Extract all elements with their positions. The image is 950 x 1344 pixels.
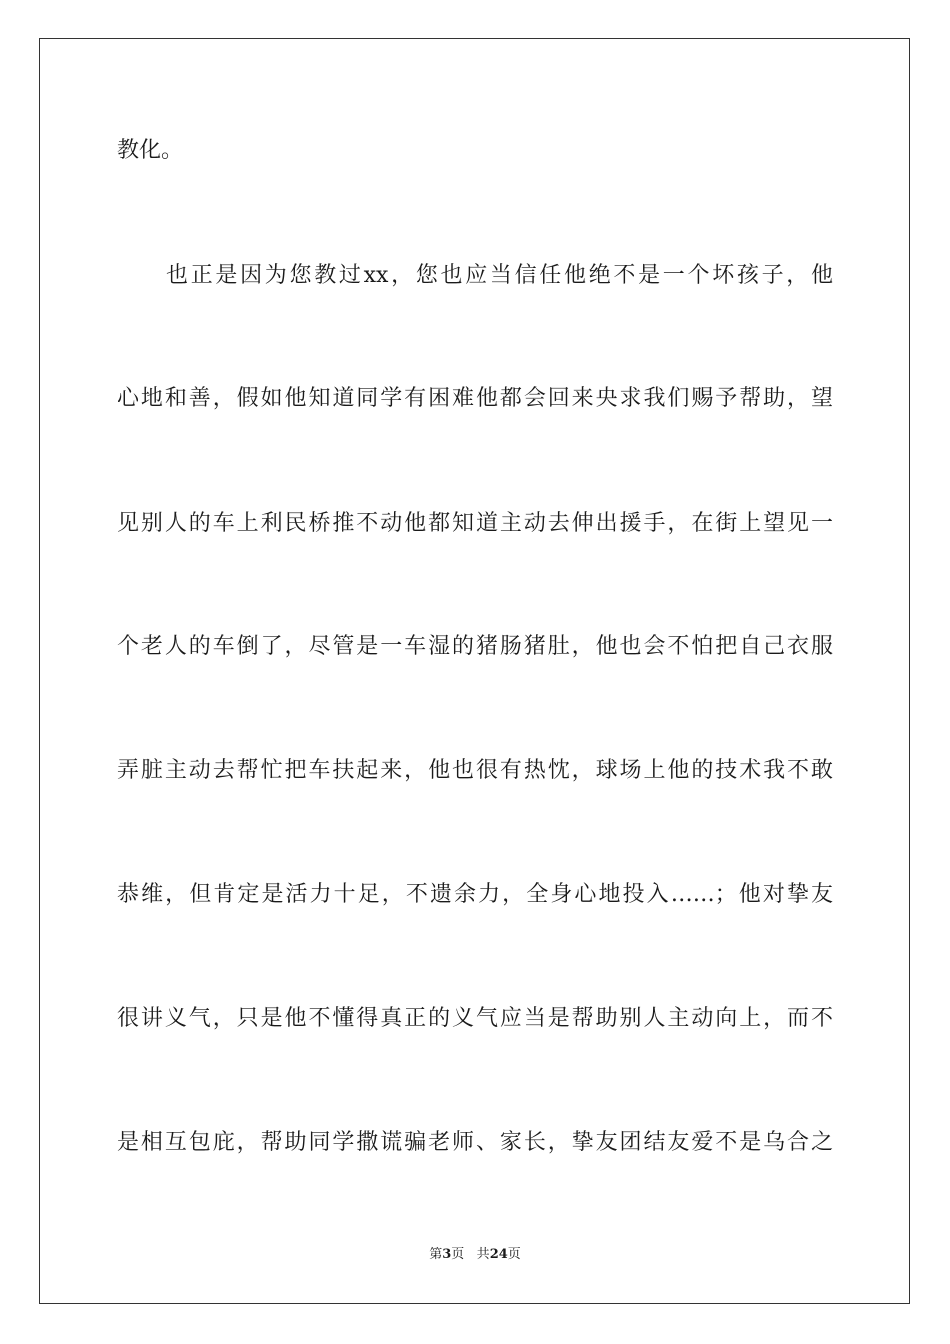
text-line: 个老人的车倒了，尽管是一车湿的猪肠猪肚，他也会不怕把自己衣服 [117, 634, 833, 659]
text-line: 教化。 [117, 138, 184, 163]
text-line: 弄脏主动去帮忙把车扶起来，他也很有热忱，球场上他的技术我不敢 [117, 758, 833, 783]
text-line: 见别人的车上利民桥推不动他都知道主动去伸出援手，在街上望见一 [117, 511, 833, 536]
page-number: 3 [442, 1247, 452, 1262]
total-prefix: 共 [476, 1247, 490, 1262]
text-line: 也正是因为您教过xx，您也应当信任他绝不是一个坏孩子，他 [166, 263, 833, 288]
text-line: 恭维，但肯定是活力十足，不遗余力，全身心地投入……；他对挚友 [117, 882, 833, 907]
text-line: 心地和善，假如他知道同学有困难他都会回来央求我们赐予帮助，望 [117, 386, 833, 411]
page-suffix: 页 [451, 1247, 465, 1262]
page-footer [0, 1246, 950, 1264]
total-suffix: 页 [507, 1247, 521, 1262]
text-line: 是相互包庇，帮助同学撒谎骗老师、家长，挚友团结友爱不是乌合之 [117, 1130, 833, 1155]
text-line: 很讲义气，只是他不懂得真正的义气应当是帮助别人主动向上，而不 [117, 1006, 833, 1031]
total-pages: 24 [489, 1247, 508, 1262]
page-prefix: 第 [429, 1247, 443, 1262]
page-border [39, 38, 910, 1304]
